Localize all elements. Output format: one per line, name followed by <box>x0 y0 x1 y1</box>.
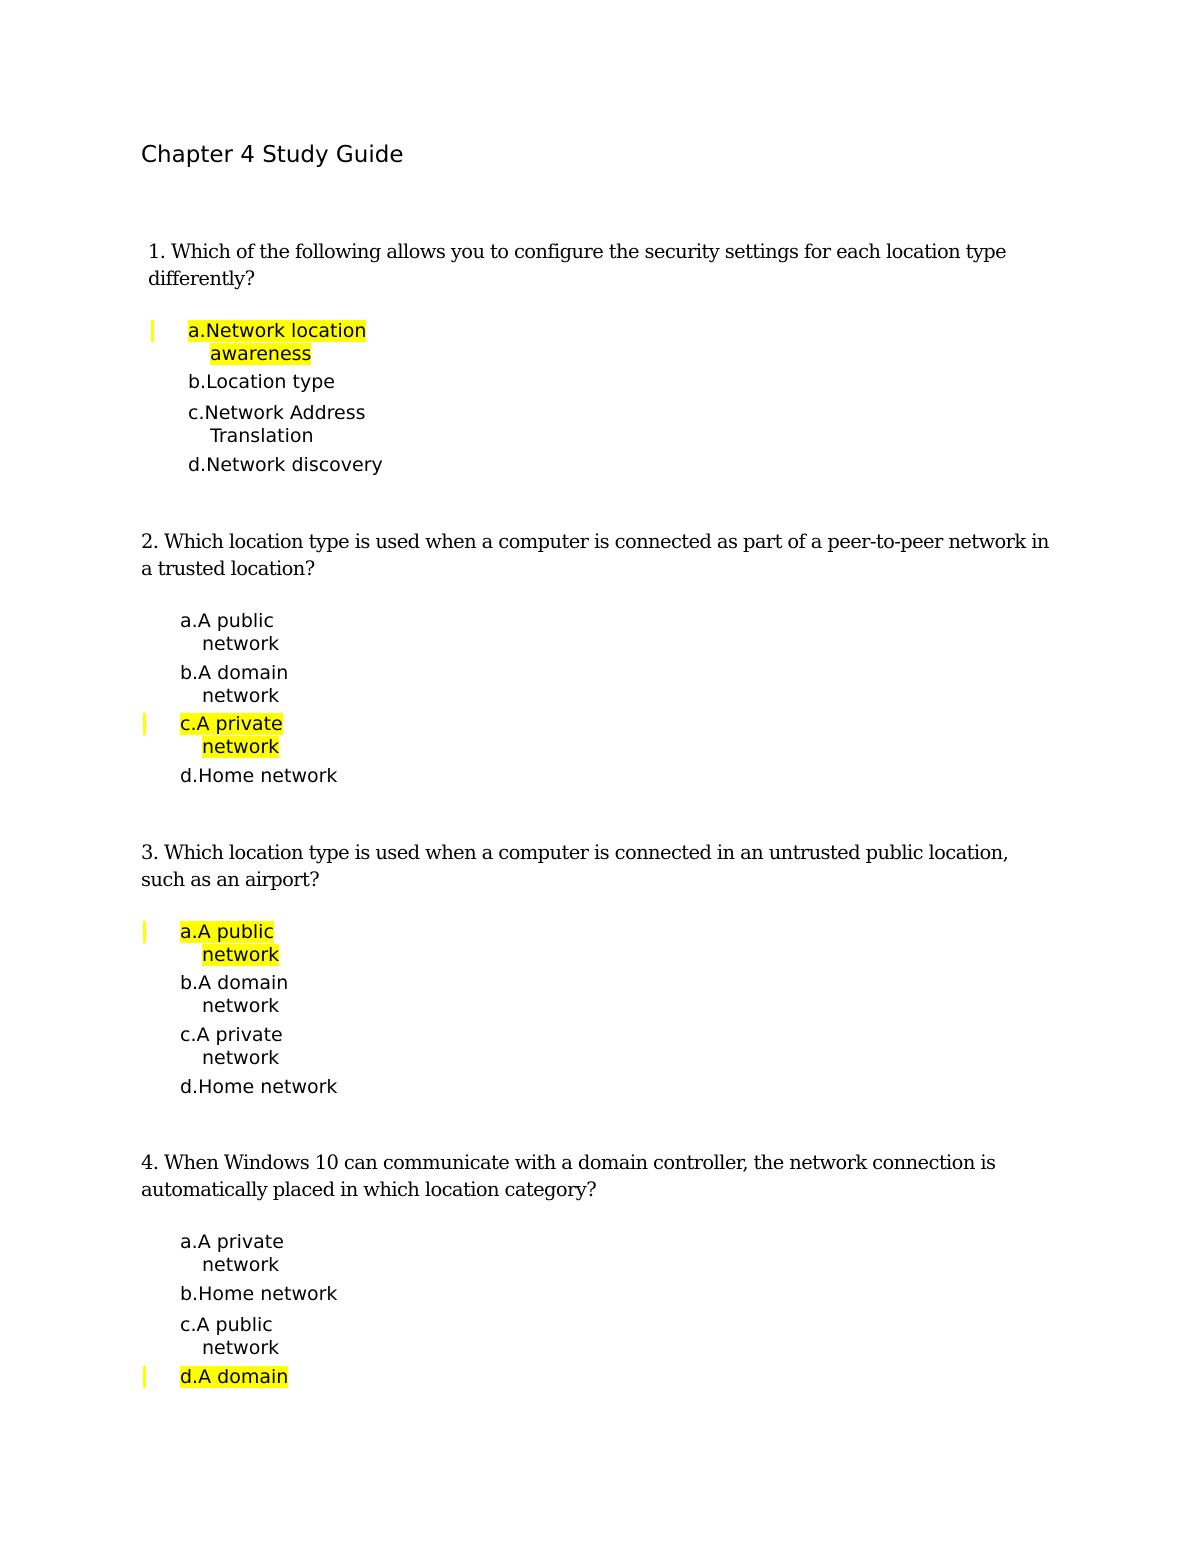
question-2-prompt-line2: a trusted location? <box>141 557 315 580</box>
option-text-line1: A domain <box>198 1366 289 1388</box>
option-text-line1: Network location <box>205 320 367 342</box>
question-4-prompt-line2: automatically placed in which location category? <box>141 1178 597 1201</box>
option-text-line1: Location type <box>206 371 335 393</box>
option-text-line1: A domain <box>198 662 289 684</box>
question-2-option-c <box>180 713 283 759</box>
option-text-line1: Network discovery <box>206 454 383 476</box>
option-letter: a. <box>180 1231 198 1253</box>
question-1-option-c <box>188 402 366 448</box>
question-3-prompt-line2: such as an airport? <box>141 868 320 891</box>
question-2 <box>141 528 1049 582</box>
question-1-option-b <box>188 371 335 394</box>
option-letter: d. <box>180 765 199 787</box>
question-2-prompt-line1: 2. Which location type is used when a computer is connected as part of a peer-to-peer network in <box>141 530 1049 553</box>
option-letter: d. <box>180 1076 199 1098</box>
option-letter: d. <box>188 454 207 476</box>
option-letter: d. <box>180 1366 199 1388</box>
option-letter: b. <box>180 1283 199 1305</box>
answer-marker <box>143 1366 146 1388</box>
option-text-line2: network <box>202 1337 280 1359</box>
option-text-line1: Network Address <box>204 402 366 424</box>
option-letter: a. <box>188 320 206 342</box>
question-2-option-a <box>180 610 279 656</box>
option-text-line2: network <box>202 944 280 966</box>
question-3 <box>141 839 1008 893</box>
option-text-line1: Home network <box>198 1076 338 1098</box>
question-2-option-b <box>180 662 288 708</box>
option-letter: a. <box>180 921 198 943</box>
option-text-line2: network <box>202 1254 280 1276</box>
option-text-line2: network <box>202 736 280 758</box>
question-4-option-c <box>180 1314 279 1360</box>
question-1-prompt-line1: 1. Which of the following allows you to configure the security settings for each location type <box>148 240 1007 263</box>
page-title: Chapter 4 Study Guide <box>141 142 404 168</box>
option-letter: c. <box>180 1314 197 1336</box>
option-text-line2: Translation <box>210 425 314 447</box>
option-letter: b. <box>188 371 207 393</box>
question-3-prompt-line1: 3. Which location type is used when a computer is connected in an untrusted public location, <box>141 841 1009 864</box>
question-3-option-c <box>180 1024 283 1070</box>
option-letter: c. <box>180 713 197 735</box>
option-text-line1: A private <box>196 1024 283 1046</box>
question-3-option-d <box>180 1076 337 1099</box>
question-4-option-a <box>180 1231 284 1277</box>
option-letter: c. <box>180 1024 197 1046</box>
option-letter: a. <box>180 610 198 632</box>
option-text-line1: A domain <box>198 972 289 994</box>
option-text-line1: Home network <box>198 765 338 787</box>
option-text-line2: network <box>202 633 280 655</box>
option-text-line1: A public <box>197 610 274 632</box>
option-text-line2: network <box>202 1047 280 1069</box>
answer-marker <box>143 921 146 943</box>
option-letter: c. <box>188 402 205 424</box>
question-4-option-b <box>180 1283 337 1306</box>
option-letter: b. <box>180 662 199 684</box>
answer-marker <box>143 713 146 735</box>
option-text-line1: A public <box>196 1314 273 1336</box>
option-letter: b. <box>180 972 199 994</box>
option-text-line2: network <box>202 685 280 707</box>
question-3-option-a <box>180 921 279 967</box>
question-2-option-d <box>180 765 337 788</box>
option-text-line1: A private <box>197 1231 284 1253</box>
question-4-prompt-line1: 4. When Windows 10 can communicate with a domain controller, the network connection is <box>141 1151 996 1174</box>
question-4-option-d <box>180 1366 288 1389</box>
option-text-line1: A private <box>196 713 283 735</box>
question-1-prompt-line2: differently? <box>148 267 255 290</box>
option-text-line2: network <box>202 995 280 1017</box>
option-text-line1: A public <box>197 921 274 943</box>
question-1 <box>148 238 1006 292</box>
question-1-option-a <box>188 320 366 366</box>
option-text-line2: awareness <box>210 343 312 365</box>
option-text-line1: Home network <box>198 1283 338 1305</box>
question-3-option-b <box>180 972 288 1018</box>
answer-marker <box>151 320 154 342</box>
question-4 <box>141 1149 995 1203</box>
question-1-option-d <box>188 454 383 477</box>
